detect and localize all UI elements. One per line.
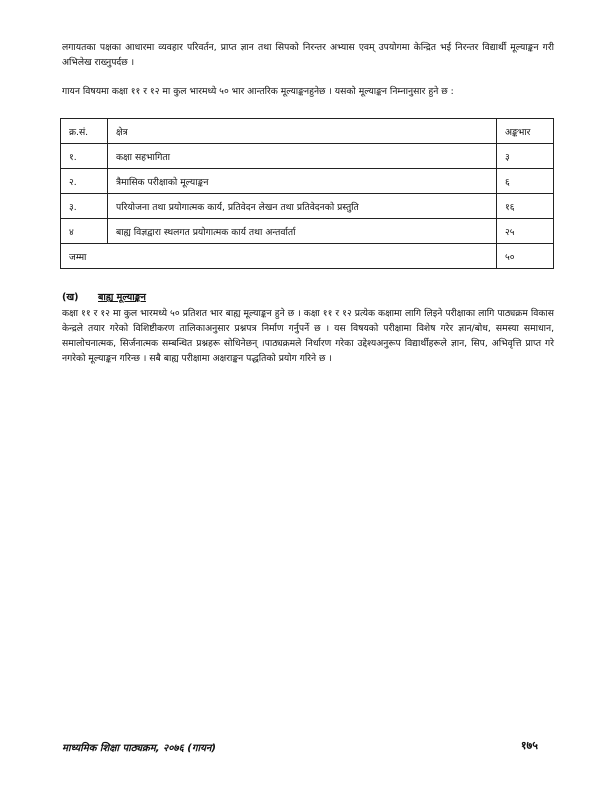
footer-title: माध्यमिक शिक्षा पाठ्यक्रम, २०७६ (गायन): [62, 743, 216, 754]
total-marks: ५०: [497, 244, 554, 269]
heading-tag: (ख): [62, 292, 79, 303]
row-serial: २.: [61, 169, 108, 194]
table-row: [61, 169, 554, 194]
external-assessment-heading: [62, 290, 146, 303]
row-marks: ६: [497, 169, 554, 194]
row-area: परियोजना तथा प्रयोगात्मक कार्य, प्रतिवेदन लेखन तथा प्रतिवेदनको प्रस्तुति: [108, 194, 497, 219]
row-area: त्रैमासिक परीक्षाको मूल्याङ्कन: [108, 169, 497, 194]
row-marks: १६: [497, 194, 554, 219]
heading-title: बाह्य मूल्याङ्कन: [98, 292, 146, 303]
assessment-table: [60, 118, 554, 269]
header-serial: क्र.सं.: [61, 119, 108, 144]
paragraph-internal-assessment: गायन विषयमा कक्षा ११ र १२ मा कुल भारमध्ये ५० भार आन्तरिक मूल्याङ्कनहुनेछ । यसको मूल्याङ्कन निम्नानुसार हुने छ :: [62, 86, 454, 97]
total-label: जम्मा: [61, 244, 497, 269]
table-total-row: [61, 244, 554, 269]
row-serial: ४: [61, 219, 108, 244]
row-serial: ३.: [61, 194, 108, 219]
page-number: १७५: [520, 739, 538, 752]
row-area: कक्षा सहभागिता: [108, 144, 497, 169]
paragraph-external-assessment: कक्षा ११ र १२ मा कुल भारमध्ये ५० प्रतिशत भार बाह्य मूल्याङ्कन हुने छ । कक्षा ११ र १२ प्रत्येक कक्षामा लागि लिइने परीक्षाका लागि पाठ्यक्रम विकास केन्द्रले तयार गरेको विशिष्टीकरण तालिकाअनुसार प्रश्नपत्र निर्माण गर्नुपर्ने छ । यस विषयको परीक्षामा विशेष गरेर ज्ञान/बोध, समस्या समाधान, समालोचनात्मक, सिर्जनात्मक सम्बन्धित प्रश्नहरू सोधिनेछन् ।पाठ्यक्रमले निर्धारण गरेका उद्देश्यअनुरूप विद्यार्थीहरूले ज्ञान, सिप, अभिवृत्ति प्राप्त गरे नगरेको मूल्याङ्कन गरिन्छ । सबै बाह्य परीक्षामा अक्षराङ्कन पद्धतिको प्रयोग गरिने छ ।: [62, 308, 554, 364]
paragraph-continuous-assessment: लगायतका पक्षका आधारमा व्यवहार परिवर्तन, प्राप्त ज्ञान तथा सिपको निरन्तर अभ्यास एवम् उपयोगमा केन्द्रित भई निरन्तर विद्यार्थी मूल्याङ्कन गरी अभिलेख राख्नुपर्दछ ।: [62, 42, 554, 68]
table-row: [61, 194, 554, 219]
row-marks: ३: [497, 144, 554, 169]
row-serial: १.: [61, 144, 108, 169]
header-marks: अङ्कभार: [497, 119, 554, 144]
table-row: [61, 219, 554, 244]
header-area: क्षेत्र: [108, 119, 497, 144]
row-marks: २५: [497, 219, 554, 244]
row-area: बाह्य विज्ञद्वारा स्थलगत प्रयोगात्मक कार्य तथा अन्तर्वार्ता: [108, 219, 497, 244]
table-row: [61, 144, 554, 169]
table-header-row: [61, 119, 554, 144]
